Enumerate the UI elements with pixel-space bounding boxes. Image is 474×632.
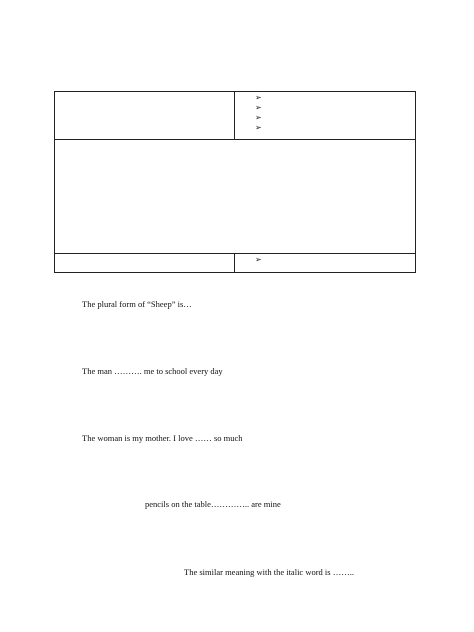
arrow-bullet-icon: ➢ xyxy=(255,93,262,102)
arrow-bullet-icon: ➢ xyxy=(255,255,262,264)
worksheet-table xyxy=(54,91,416,273)
arrow-bullet-icon: ➢ xyxy=(255,113,262,122)
arrow-bullet-icon: ➢ xyxy=(255,103,262,112)
question-pencils: pencils on the table………….. are mine xyxy=(145,499,281,509)
table-row-middle xyxy=(55,140,415,254)
bullet-item xyxy=(255,254,415,264)
bullet-item xyxy=(255,112,415,122)
question-similar-meaning: The similar meaning with the italic word is …….. xyxy=(184,567,354,577)
bullet-item xyxy=(255,122,415,132)
bullet-list-bottom xyxy=(235,254,415,264)
question-the-woman: The woman is my mother. I love …… so much xyxy=(82,433,243,443)
table-row-bottom xyxy=(55,254,415,272)
arrow-bullet-icon: ➢ xyxy=(255,123,262,132)
bullet-list-top xyxy=(235,92,415,132)
table-cell-bottom-left xyxy=(55,254,235,272)
bullet-item xyxy=(255,92,415,102)
question-plural-sheep: The plural form of “Sheep” is… xyxy=(82,299,192,309)
table-cell-top-right xyxy=(235,92,415,139)
bullet-item xyxy=(255,102,415,112)
table-row-top xyxy=(55,92,415,140)
table-cell-bottom-right xyxy=(235,254,415,272)
table-cell-top-left xyxy=(55,92,235,139)
question-the-man: The man ………. me to school every day xyxy=(82,366,223,376)
